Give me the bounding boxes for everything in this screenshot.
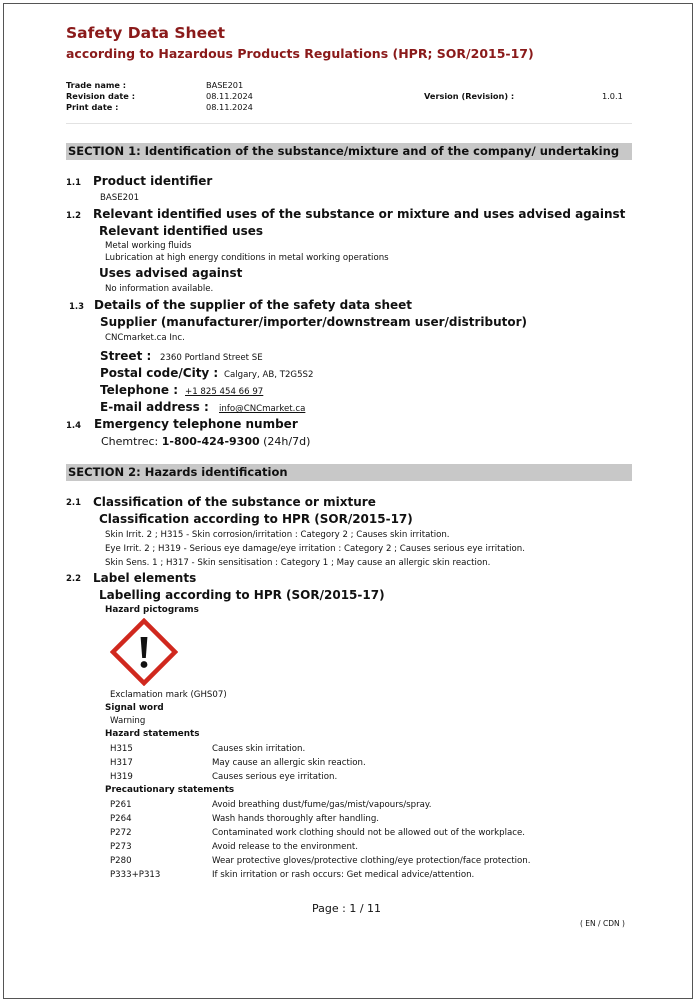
classification-item: Eye Irrit. 2 ; H319 - Serious eye damage/eye irritation : Category 2 ; Causes serious eye irritation. [105,544,525,554]
uses-advised-against-subheading: Uses advised against [99,266,243,280]
product-identifier-heading: Product identifier [93,174,213,188]
section-number-2-1: 2.1 [66,498,82,508]
precautionary-statement-text: Wear protective gloves/protective clothing/eye protection/face protection. [212,856,531,866]
emergency-suffix: (24h/7d) [259,435,311,448]
precautionary-statement-code: P333+P313 [110,870,161,880]
telephone-link[interactable]: +1 825 454 66 97 [185,387,264,397]
precautionary-statement-code: P264 [110,814,132,824]
precautionary-statements-heading: Precautionary statements [105,785,235,795]
page-number: Page : 1 / 11 [312,902,382,915]
product-identifier-value: BASE201 [100,193,140,203]
revision-date-label: Revision date : [66,91,135,101]
hazard-statement-code: H317 [110,758,133,768]
section-number-1-4: 1.4 [66,421,82,431]
classification-heading: Classification of the substance or mixture [93,495,376,509]
telephone-label: Telephone : [100,383,179,397]
language-indicator: ( EN / CDN ) [580,919,625,928]
classification-item: Skin Irrit. 2 ; H315 - Skin corrosion/irritation : Category 2 ; Causes skin irritation. [105,530,450,540]
relevant-identified-uses-subheading: Relevant identified uses [99,224,264,238]
labelling-hpr-subheading: Labelling according to HPR (SOR/2015-17) [99,588,385,602]
trade-name-label: Trade name : [66,80,127,90]
emergency-telephone-heading: Emergency telephone number [94,417,298,431]
print-date-value: 08.11.2024 [206,102,253,112]
relevant-use-item: Lubrication at high energy conditions in metal working operations [105,253,389,263]
emergency-prefix: Chemtrec: [101,435,162,448]
print-date-label: Print date : [66,102,119,112]
email-label: E-mail address : [100,400,209,414]
relevant-use-item: Metal working fluids [105,241,192,251]
uses-advised-against-value: No information available. [105,284,214,294]
hazard-statement-text: Causes skin irritation. [212,744,306,754]
emergency-number: 1-800-424-9300 [161,435,260,448]
street-label: Street : [100,349,152,363]
section-number-1-3: 1.3 [69,302,85,312]
revision-date-value: 08.11.2024 [206,91,253,101]
hazard-statements-heading: Hazard statements [105,729,200,739]
postal-city-label: Postal code/City : [100,366,219,380]
signal-word-heading: Signal word [105,703,164,713]
section2-title-bar: SECTION 2: Hazards identification [66,464,632,481]
section1-title-bar: SECTION 1: Identification of the substance/mixture and of the company/ undertaking [66,143,632,160]
precautionary-statement-text: Contaminated work clothing should not be allowed out of the workplace. [212,828,525,838]
email-link[interactable]: info@CNCmarket.ca [219,404,306,414]
signal-word-value: Warning [110,716,146,726]
precautionary-statement-text: If skin irritation or rash occurs: Get medical advice/attention. [212,870,475,880]
precautionary-statement-code: P273 [110,842,132,852]
hazard-pictograms-heading: Hazard pictograms [105,605,199,615]
precautionary-statement-code: P261 [110,800,132,810]
trade-name-value: BASE201 [206,80,244,90]
section-number-1-2: 1.2 [66,211,82,221]
supplier-subheading: Supplier (manufacturer/importer/downstream user/distributor) [100,315,528,329]
version-label: Version (Revision) : [424,91,515,101]
precautionary-statement-text: Avoid breathing dust/fume/gas/mist/vapours/spray. [212,800,432,810]
precautionary-statement-code: P280 [110,856,132,866]
hazard-statement-code: H315 [110,744,133,754]
document-title: Safety Data Sheet [66,24,226,42]
version-value: 1.0.1 [602,91,623,101]
emergency-telephone-line [101,435,310,448]
supplier-details-heading: Details of the supplier of the safety data sheet [94,298,413,312]
section-number-2-2: 2.2 [66,574,82,584]
precautionary-statement-code: P272 [110,828,132,838]
label-elements-heading: Label elements [93,571,197,585]
hazard-statement-text: May cause an allergic skin reaction. [212,758,366,768]
street-value: 2360 Portland Street SE [160,353,263,363]
sds-page [3,3,693,999]
hazard-statement-text: Causes serious eye irritation. [212,772,338,782]
header-divider [66,123,632,124]
document-subtitle: according to Hazardous Products Regulations (HPR; SOR/2015-17) [66,46,534,61]
section-number-1-1: 1.1 [66,178,82,188]
exclamation-mark-diamond-icon [110,618,178,686]
classification-hpr-subheading: Classification according to HPR (SOR/2015-17) [99,512,413,526]
precautionary-statement-text: Avoid release to the environment. [212,842,359,852]
supplier-name: CNCmarket.ca Inc. [105,333,185,343]
precautionary-statement-text: Wash hands thoroughly after handling. [212,814,380,824]
pictogram-caption: Exclamation mark (GHS07) [110,690,227,700]
postal-city-value: Calgary, AB, T2G5S2 [224,370,314,380]
relevant-uses-heading: Relevant identified uses of the substance or mixture and uses advised against [93,207,626,221]
classification-item: Skin Sens. 1 ; H317 - Skin sensitisation : Category 1 ; May cause an allergic skin reaction. [105,558,491,568]
hazard-statement-code: H319 [110,772,133,782]
